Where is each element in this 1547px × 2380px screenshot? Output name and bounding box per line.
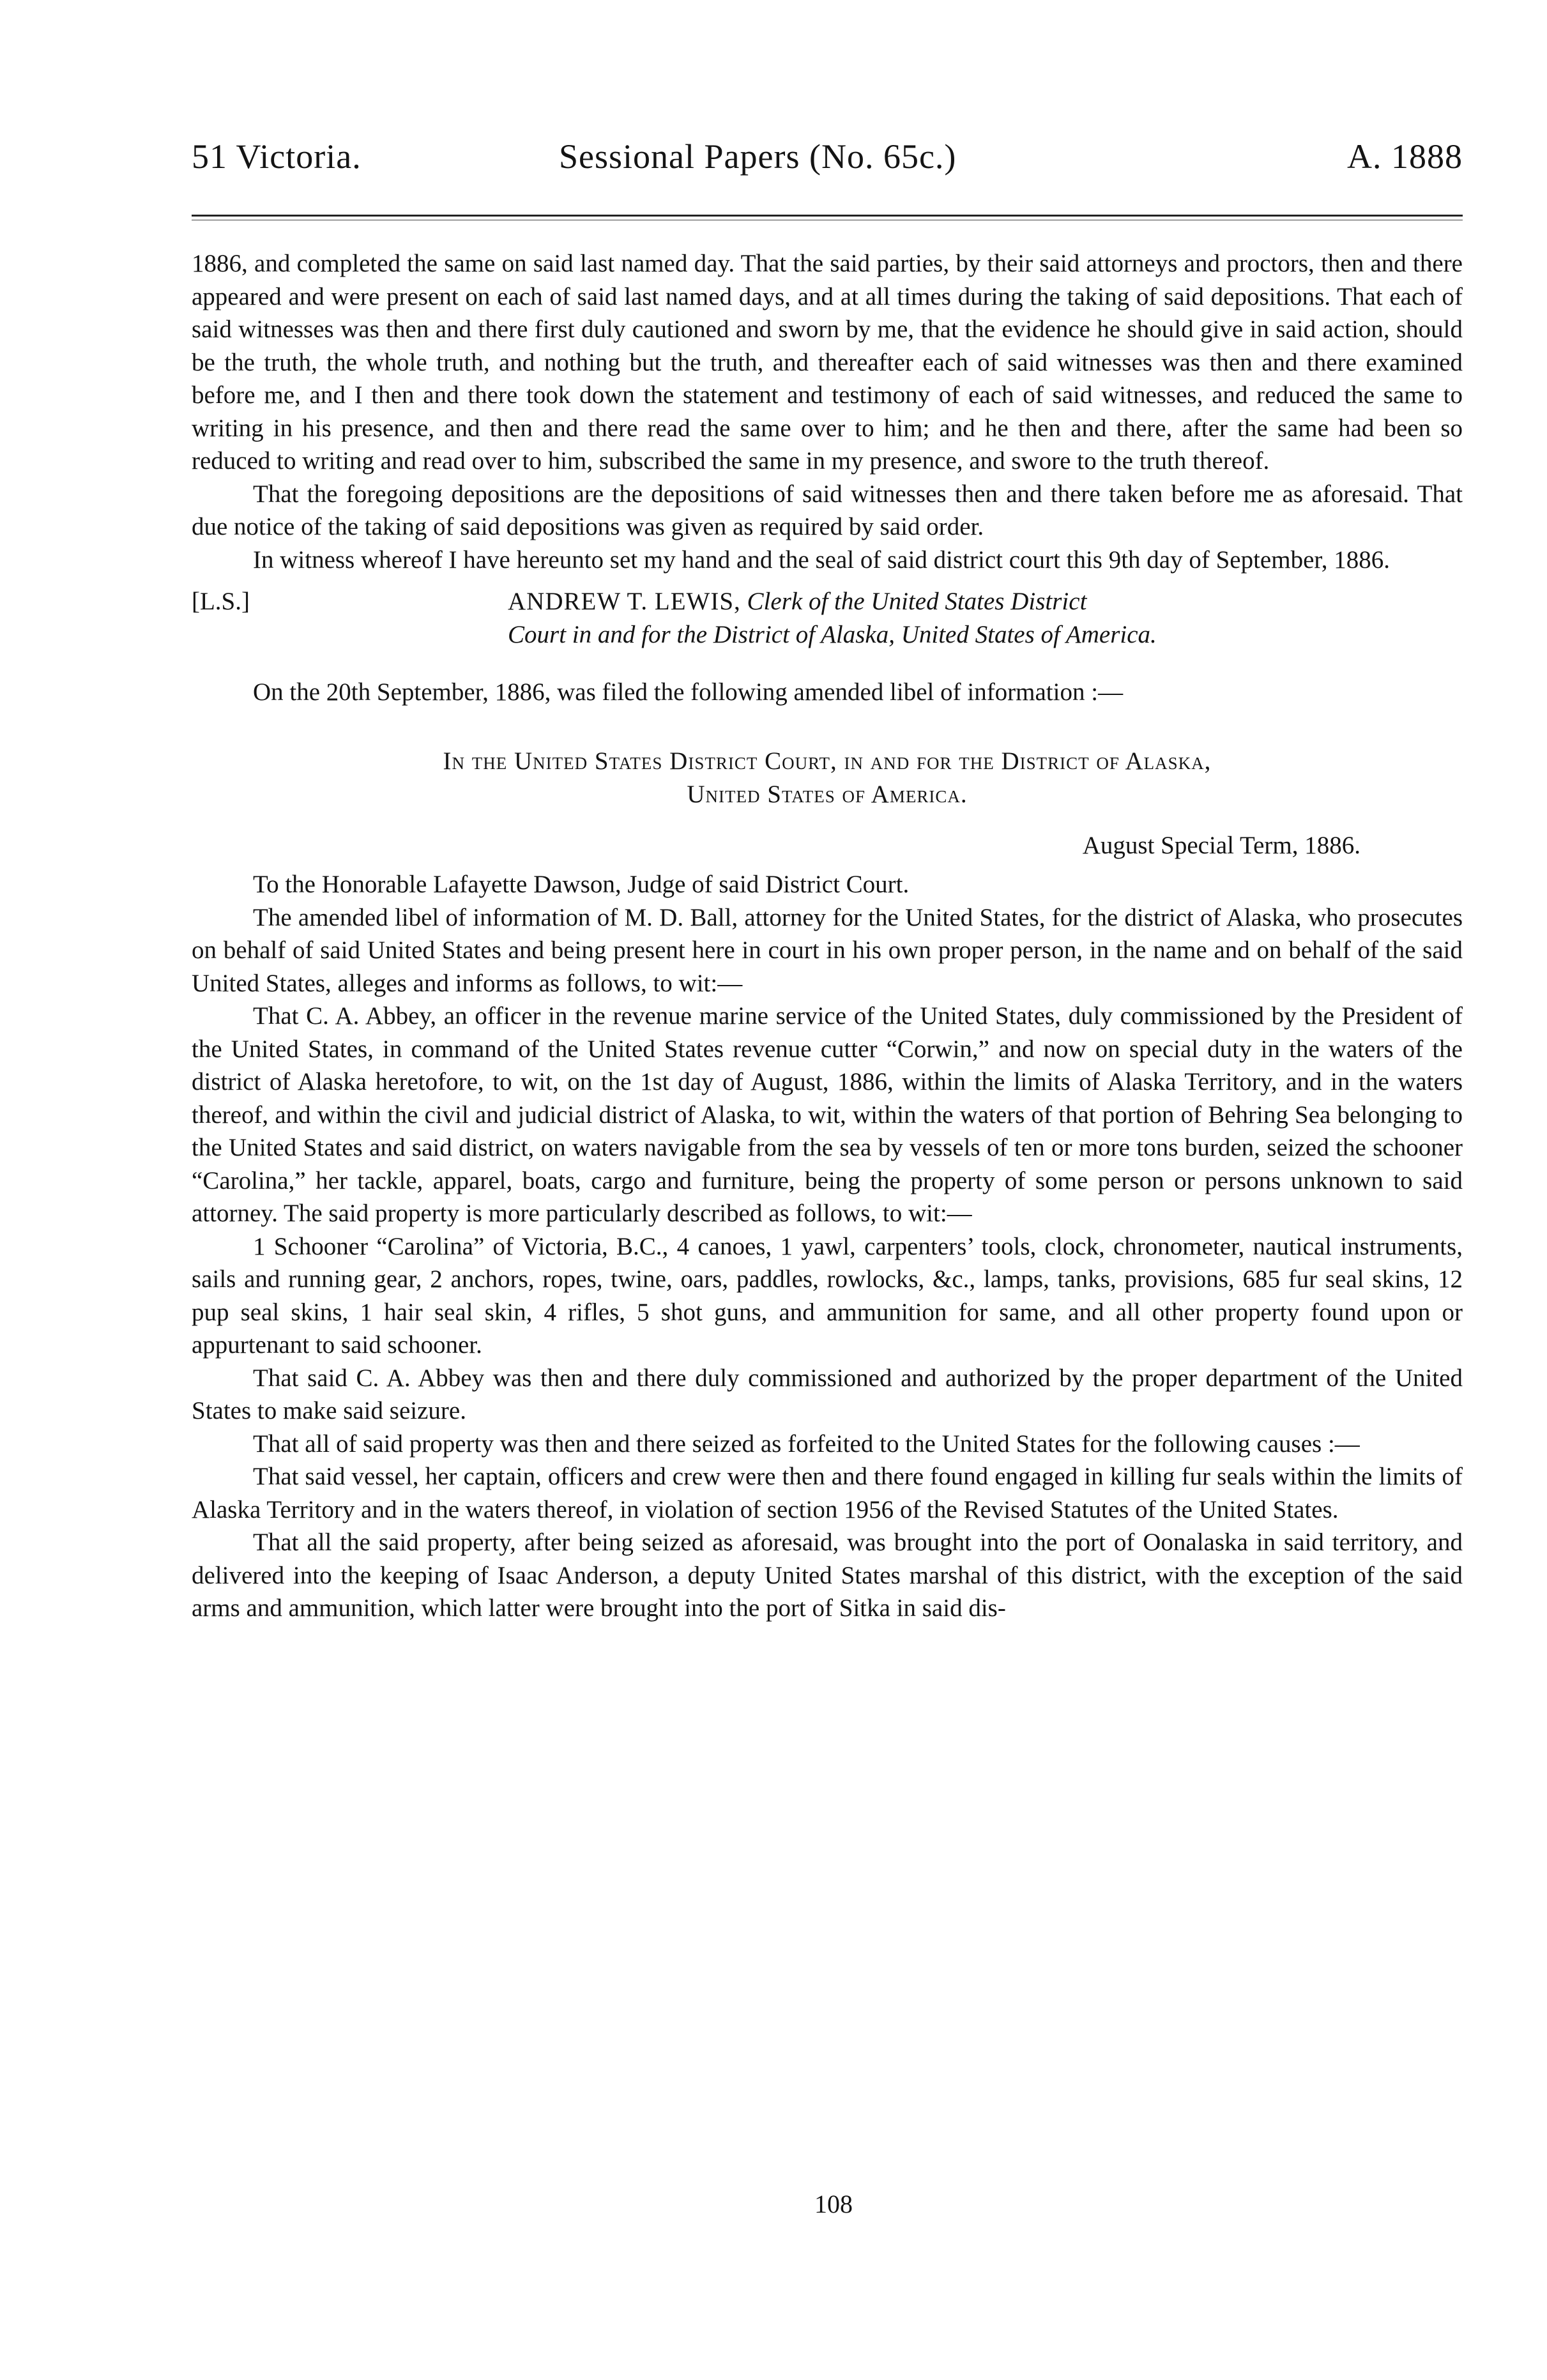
paragraph-forfeited: That all of said property was then and there seized as forfeited to the United States for the following causes :— [253,1430,1360,1458]
court-heading-line1: In the United States District Court, in and for the District of Alaska, [443,747,1212,775]
court-term: August Special Term, 1886. [1082,831,1360,859]
paragraph-amended-libel: The amended libel of information of M. D. Ball, attorney for the United States, for the district of Alaska, who prosecutes on behalf of said United States and being present here in court in his own proper person, in the name and on behalf of the said United States, alleges and informs as follows, to wit:— [192,903,1463,997]
court-heading [192,745,1463,811]
document-page [192,134,1463,1625]
clerk-name: ANDREW T. LEWIS, [508,588,741,615]
paragraph-killing-fur-seals: That said vessel, her captain, officers and crew were then and there found engaged in killing fur seals within the limits of Alaska Territory and in the waters thereof, in violation of section 1956 of the Revised Statutes of the United States. [192,1463,1463,1523]
paragraph-seizure-by-abbey: That C. A. Abbey, an officer in the revenue marine service of the United States, duly commissioned by the President of the United States, in command of the United States revenue cutter “Corwin,” and now on special duty in the waters of the district of Alaska heretofore, to wit, on the 1st day of August, 1886, within the limits of Alaska Territory, and in the waters thereof, and within the civil and judicial district of Alaska, to wit, within the waters of that portion of Behring Sea belonging to the United States and said district, on waters navigable from the sea by vessels of ten or more tons burden, seized the schooner “Carolina,” her tackle, apparel, boats, cargo and furniture, being the property of some person or persons unknown to said attorney. The said property is more particularly described as follows, to wit:— [192,1002,1463,1227]
page-number: 108 [814,2190,853,2218]
paragraph-brought-into-port: That all the said property, after being seized as aforesaid, was brought into the port of Oonalaska in said territory, and delivered into the keeping of Isaac Anderson, a deputy United States marshal of this district, with the exception of the said arms and ammunition, which latter were brought into the port of Sitka in said dis- [192,1529,1463,1622]
paragraph-foregoing-depositions: That the foregoing depositions are the depositions of said witnesses then and there taken before me as aforesaid. That due notice of the taking of said depositions was given as required by said order. [192,480,1463,540]
clerk-title-line1: Clerk of the United States District [747,588,1087,615]
signature-block [508,585,1463,651]
paragraph-address-to-judge: To the Honorable Lafayette Dawson, Judge of said District Court. [253,871,910,898]
court-heading-line2: United States of America. [687,780,968,808]
paragraph-deposition-continuation: 1886, and completed the same on said last named day. That the said parties, by their said attorneys and proctors, then and there appeared and were present on each of said last named days, and at all times during the taking of said depositions. That each of said witnesses was then and there first duly cautioned and sworn by me, that the evidence he should give in said action, should be the truth, the whole truth, and nothing but the truth, and thereafter each of said witnesses was then and there examined before me, and I then and there took down the statement and testimony of each of said witnesses, and reduced the same to writing in his presence, and then and there read the same over to him; and he then and there, after the same had been so reduced to writing and read over to him, subscribed the same in my presence, and swore to the truth thereof. [192,250,1463,475]
clerk-title-line2: Court in and for the District of Alaska, United States of America. [508,620,1157,648]
running-header [192,134,1463,179]
paragraph-in-witness: In witness whereof I have hereunto set my hand and the seal of said district court this 9th day of September, 1886. [253,545,1391,574]
header-rule [192,215,1463,217]
paragraph-abbey-commissioned: That said C. A. Abbey was then and there duly commissioned and authorized by the proper department of the United States to make said seizure. [192,1364,1463,1424]
seal-mark: [L.S.] [192,588,250,615]
paragraph-amended-libel-filed: On the 20th September, 1886, was filed the following amended libel of information :— [253,678,1124,706]
header-volume: 51 Victoria. [192,137,362,176]
body-text [192,247,1463,1625]
clerk-signature [192,585,1463,652]
header-year: A. 1888 [1347,137,1463,176]
header-sessional-papers: Sessional Papers (No. 65c.) [559,137,957,176]
paragraph-property-list: 1 Schooner “Carolina” of Victoria, B.C., 4 canoes, 1 yawl, carpenters’ tools, clock, chronometer, nautical instruments, sails and running gear, 2 anchors, ropes, twine, oars, paddles, rowlocks, &c., lamps, tanks, provisions, 685 fur seal skins, 12 pup seal skins, 1 hair seal skin, 4 rifles, 5 shot guns, and ammunition for same, and all other property found upon or appurtenant to said schooner. [192,1232,1463,1359]
